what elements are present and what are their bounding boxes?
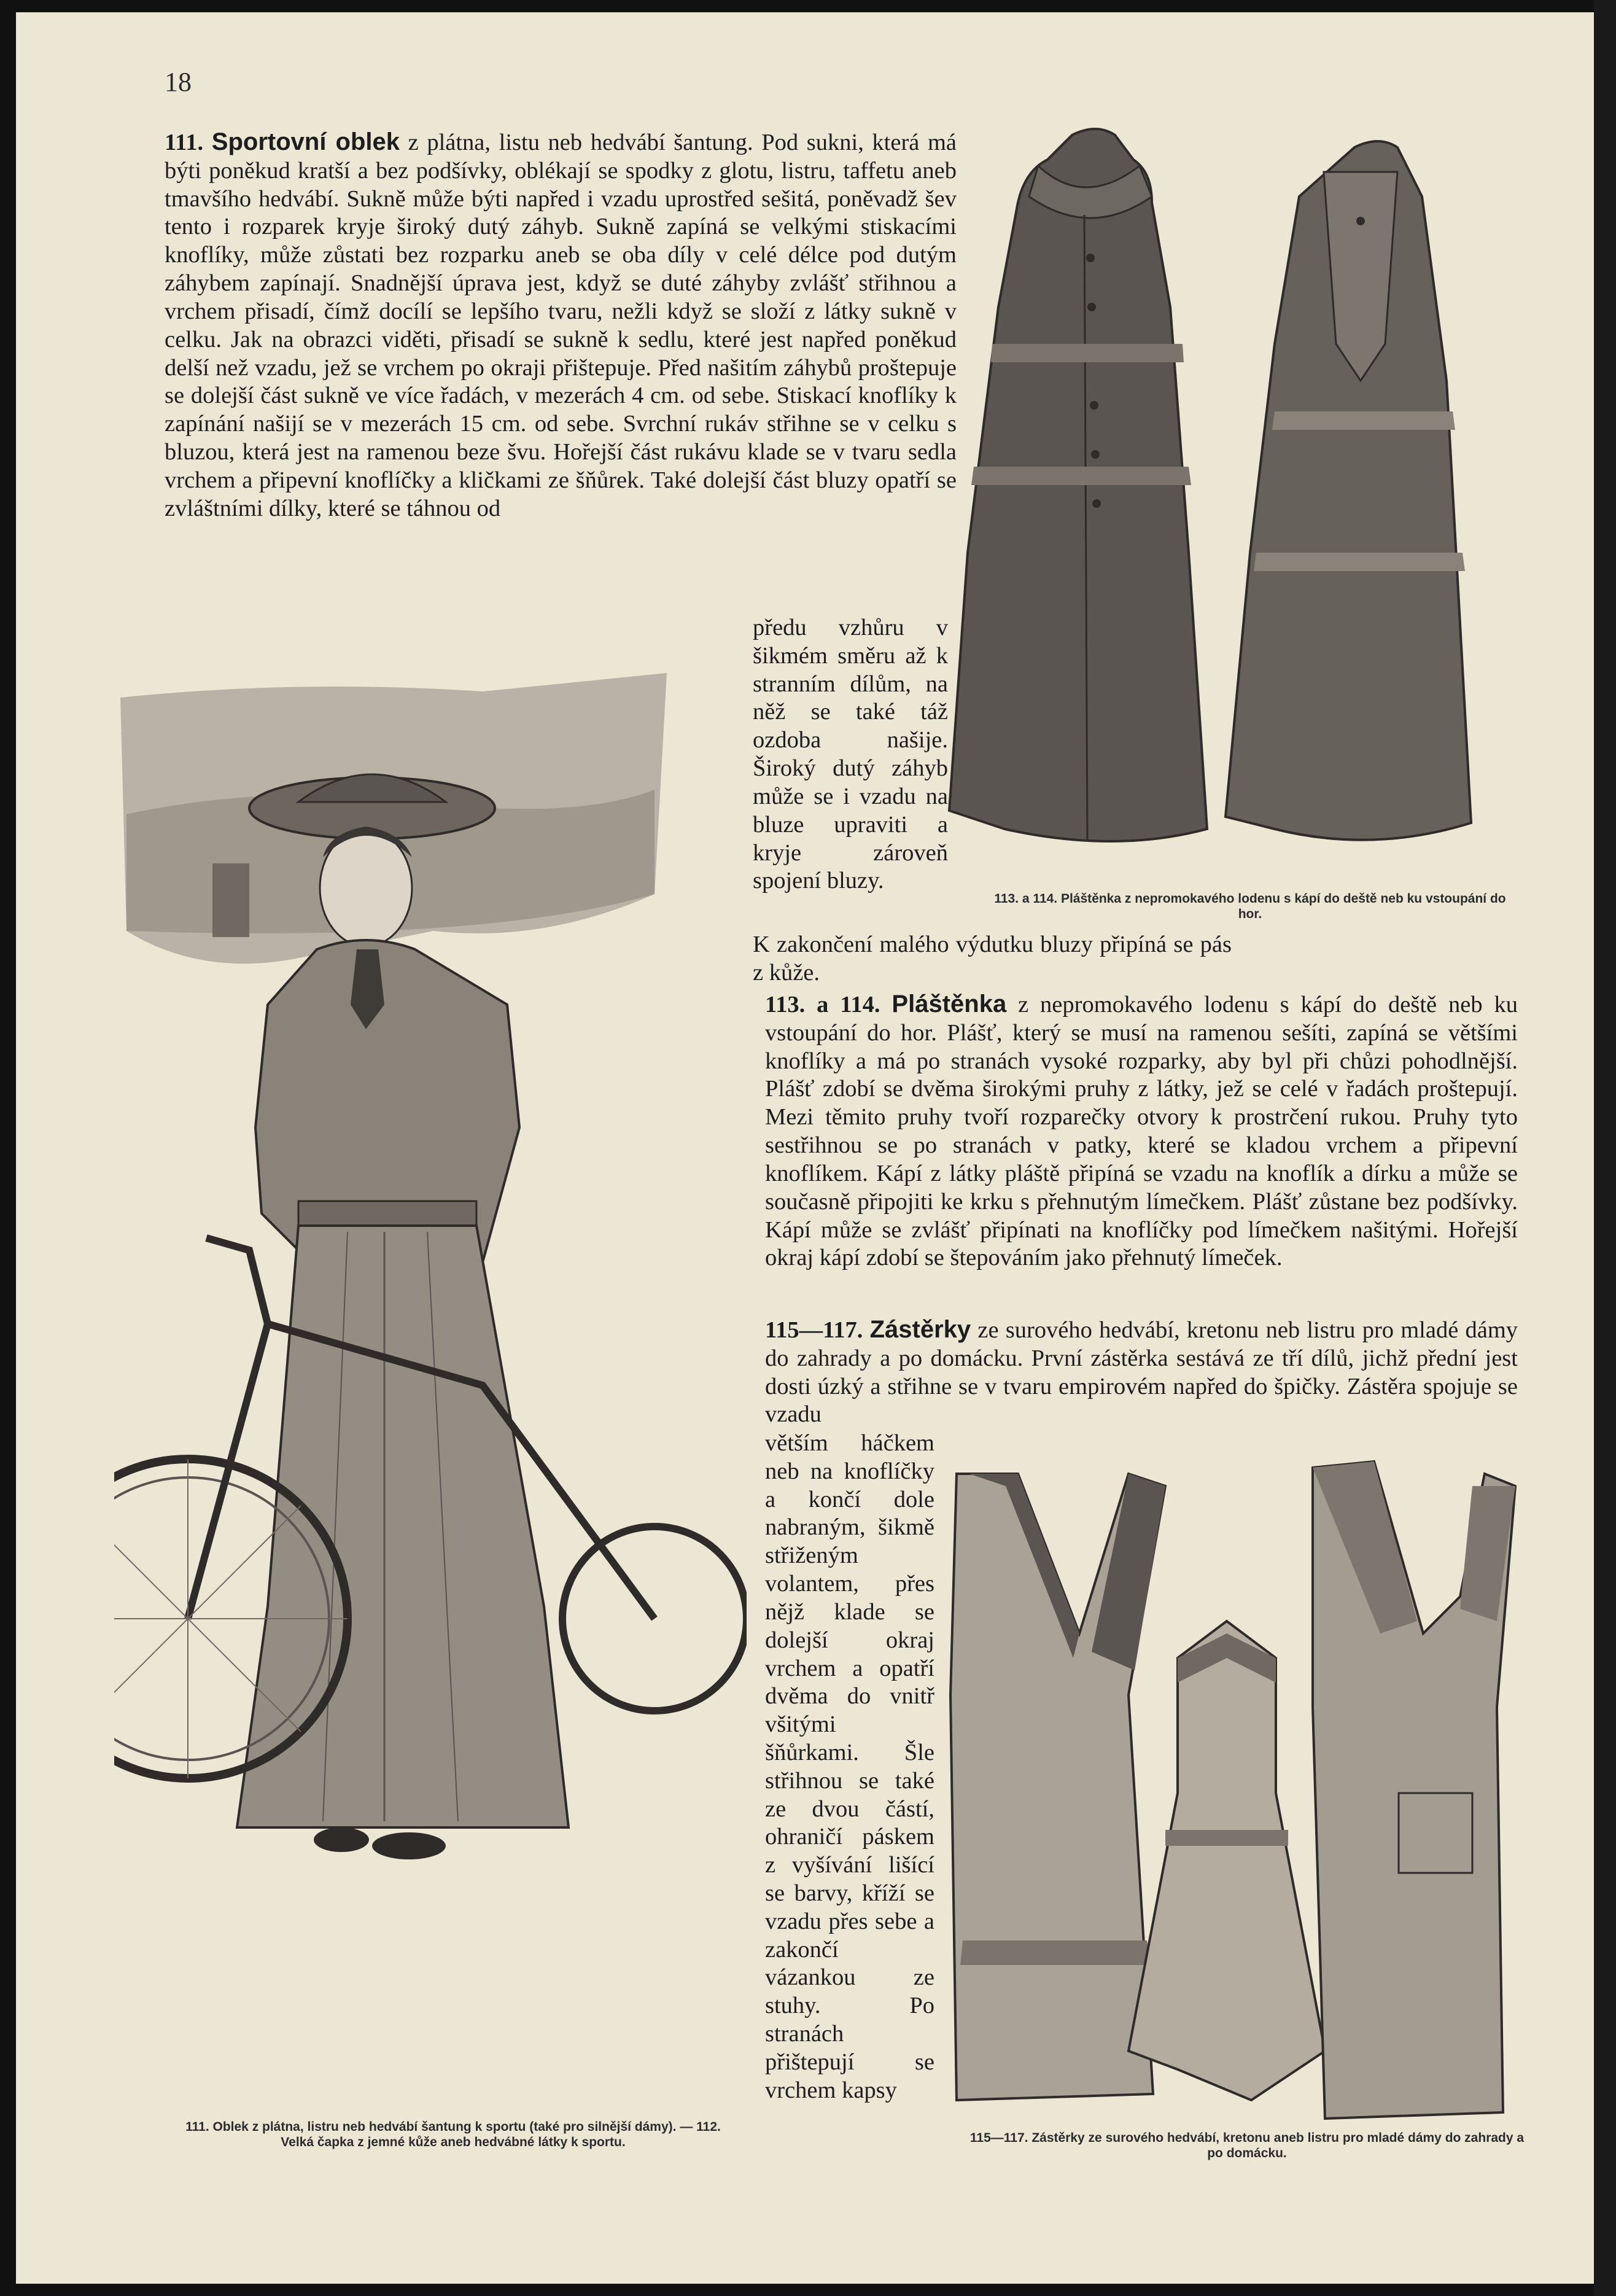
aprons-drawing (932, 1449, 1521, 2125)
article-115-narrow-text: větším háčkem neb na knoflíčky a končí dole nabraným, šikmě střiženým volantem, přes nějž klade se dolejší okraj vrchem a opatří dvěma do vnitř všitými šňůrkami. Šle střihnou se také ze dvou částí, ohraničí páskem z vyšívání lišící se barvy, kříží se vzadu přes sebe a zakončí vázankou ze stuhy. Po stranách přištepují se vrchem kapsy (765, 1430, 934, 2103)
caption-fig-113: 113. a 114. Pláštěnka z nepromokavého lodenu s kápí do deště neb ku vstoupání do hor. (994, 892, 1506, 921)
article-111-text: z plátna, listu neb hedvábí šantung. Pod sukni, která má býti poněkud kratší a bez podšívky, oblékají se spodky z glotu, listru, taffetu aneb tmavšího hedvábí. Sukně může býti napřed i vzadu uprostřed sešitá, poněvadž šev tento i rozparek kryje široký dutý záhyb. Sukně zapíná se velkými stiskacími knoflíky, může zůstati bez rozparku aneb se oba díly v celé délce pod dutým záhybem zapínají. Snadnější úprava jest, když se duté záhyby zvlášť střihnou a vrchem přisadí, čímž docílí se lepšího tvaru, nežli když se složí z látky sukně v celku. Jak na obrazci viděti, přisadí se sukně k sedlu, které jest napřed poněkud delší než vzadu, jež se vrchem po okraji přištepuje. Před našitím záhybů proštepuje se dolejší část sukně ve více řadách, v mezerách 4 cm. od sebe. Stiskací knoflíky k zapínání našijí se v mezerách 15 cm. od sebe. Svrchní rukáv střihne se v celku s bluzou, která jest na ramenou beze švu. Hořejší část rukávu klade se v tvaru sedla vrchem a připevní knoflíčky a kličkami ze šňůrek. Také dolejší část bluzy opatří se zvláštními dílky, které se táhnou od (165, 130, 957, 521)
bicycle-drawing (114, 661, 747, 1889)
article-111-tail-text: K zakončení malého výdutku bluzy připíná se pás z kůže. (753, 932, 1232, 986)
article-111-narrow-text: předu vzhůru v šikmém směru až k stranním dílům, na něž se také táž ozdoba našije. Široký dutý záhyb může se i vzadu na bluze upraviti a kryje zároveň spojení bluzy. (753, 615, 948, 894)
article-111-number: 111. (165, 130, 204, 155)
article-111 (165, 128, 957, 523)
article-113 (765, 990, 1518, 1272)
scan-border-left (0, 0, 16, 2296)
article-111-narrow (753, 614, 948, 895)
page-number: 18 (165, 67, 192, 97)
caption-fig-115: 115—117. Zástěrky ze surového hedvábí, kretonu aneb listru pro mladé dámy do zahrady a po domácku. (969, 2131, 1525, 2160)
illustration-bicycle (114, 661, 747, 1889)
scan-border-top (0, 0, 1616, 12)
article-115-number: 115—117. (765, 1317, 863, 1343)
article-113-text: z nepromokavého lodenu s kápí do deště neb ku vstoupání do hor. Plášť, který se musí na ramenou sešíti, zapíná se většími knoflíky a má po stranách vysoké rozparky, aby byl při chůzi pohodlnější. Plášť zdobí se dvěma širokými pruhy z látky, jež se celé v řadách proštepují. Mezi těmito pruhy tvoří rozparečky otvory k prostrčení rukou. Pruhy tyto sestřihnou se po stranách v patky, které se kladou vrchem a připevní knoflíkem. Kápí z látky pláště připíná se vzadu na knoflík a dírku a může se současně připojiti ke krku s přehnutým límečkem. Plášť zůstane bez podšívky. Kápí může se zvlášť připínati na knoflíčky pod límečkem našitými. Hořejší okraj kápí zdobí se štepováním jako přehnutý límeček. (765, 992, 1518, 1271)
article-111-tail (753, 931, 1232, 987)
article-111-title: Sportovní oblek (211, 128, 400, 155)
article-115-text: ze surového hedvábí, kretonu neb listru pro mladé dámy do zahrady a po domácku. První zástěrka sestává ze tří dílů, jichž přední jest dosti úzký a střihne se v tvaru empirovém napřed do špičky. Zástěra spojuje se vzadu (765, 1317, 1518, 1428)
caption-fig-111: 111. Oblek z plátna, listru neb hedvábí šantung k sportu (také pro silnější dámy). — 112. Velká čapka z jemné kůže aneb hedvábné látky k sportu. (185, 2120, 721, 2149)
article-115 (765, 1315, 1518, 1429)
article-115-narrow (765, 1430, 934, 2105)
article-113-title: Pláštěnka (892, 990, 1007, 1018)
scan-border-bottom (0, 2284, 1616, 2296)
illustration-cloaks (931, 123, 1490, 878)
article-115-title: Zástěrky (869, 1316, 971, 1343)
cloaks-drawing (931, 123, 1490, 878)
illustration-aprons (932, 1449, 1521, 2125)
scan-border-right (1594, 0, 1616, 2296)
article-113-number: 113. a 114. (765, 992, 880, 1018)
